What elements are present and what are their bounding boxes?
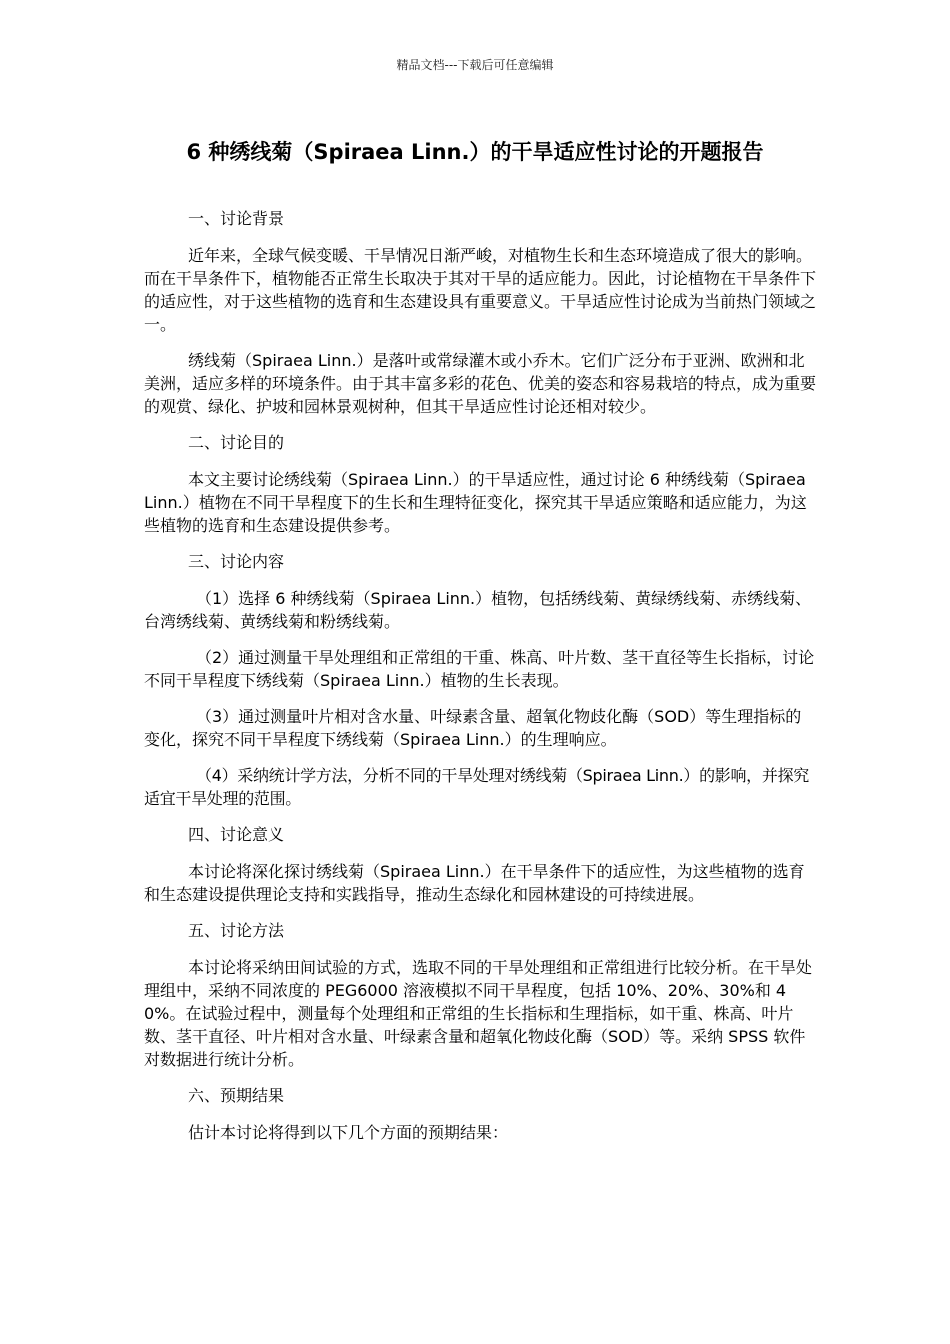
section-heading-method: 五、讨论方法: [188, 921, 285, 940]
content-item-2: （2）通过测量干旱处理组和正常组的干重、株高、叶片数、茎干直径等生长指标，讨论不同干旱程度下绣线菊（Spiraea Linn.）植物的生长表现。: [144, 648, 815, 690]
paragraph-background-1: 近年来，全球气候变暖、干旱情况日渐严峻，对植物生长和生态环境造成了很大的影响。而在干旱条件下，植物能否正常生长取决于其对干旱的适应能力。因此，讨论植物在干旱条件下的适应性，对于这些植物的选育和生态建设具有重要意义。干旱适应性讨论成为当前热门领域之一。: [144, 246, 817, 334]
section-heading-significance: 四、讨论意义: [188, 825, 285, 844]
section-heading-content: 三、讨论内容: [188, 552, 285, 571]
paragraph-method-1: 本讨论将采纳田间试验的方式，选取不同的干旱处理组和正常组进行比较分析。在干旱处理组中，采纳不同浓度的 PEG6000 溶液模拟不同干旱程度，包括 10%、20%、30%和 40%。在试验过程中，测量每个处理组和正常组的生长指标和生理指标，如干重、株高、叶片数、茎干直径、叶片相对含水量、叶绿素含量和超氧化物歧化酶（SOD）等。采纳 SPSS 软件对数据进行统计分析。: [144, 958, 813, 1069]
section-heading-purpose: 二、讨论目的: [188, 433, 285, 452]
document-body: [144, 207, 816, 1157]
paragraph-significance-1: 本讨论将深化探讨绣线菊（Spiraea Linn.）在干旱条件下的适应性，为这些植物的选育和生态建设提供理论支持和实践指导，推动生态绿化和园林建设的可持续进展。: [144, 862, 805, 904]
document-title: 6 种绣线菊（Spiraea Linn.）的干旱适应性讨论的开题报告: [186, 140, 764, 164]
paragraph-purpose-1: 本文主要讨论绣线菊（Spiraea Linn.）的干旱适应性，通过讨论 6 种绣线菊（Spiraea Linn.）植物在不同干旱程度下的生长和生理特征变化，探究其干旱适应策略和适应能力，为这些植物的选育和生态建设提供参考。: [144, 470, 807, 535]
section-heading-background: 一、讨论背景: [188, 209, 285, 228]
section-heading-results: 六、预期结果: [188, 1086, 285, 1105]
content-item-1: （1）选择 6 种绣线菊（Spiraea Linn.）植物，包括绣线菊、黄绿绣线菊、赤绣线菊、台湾绣线菊、黄绣线菊和粉绣线菊。: [144, 589, 812, 631]
content-item-4: （4）采纳统计学方法，分析不同的干旱处理对绣线菊（Spiraea Linn.）的影响，并探究适宜干旱处理的范围。: [144, 766, 809, 808]
content-item-3: （3）通过测量叶片相对含水量、叶绿素含量、超氧化物歧化酶（SOD）等生理指标的变化，探究不同干旱程度下绣线菊（Spiraea Linn.）的生理响应。: [144, 707, 802, 749]
paragraph-results-1: 估计本讨论将得到以下几个方面的预期结果：: [188, 1123, 509, 1142]
page-header-note: 精品文档---下载后可任意编辑: [396, 58, 554, 72]
paragraph-background-2: 绣线菊（Spiraea Linn.）是落叶或常绿灌木或小乔木。它们广泛分布于亚洲、欧洲和北美洲，适应多样的环境条件。由于其丰富多彩的花色、优美的姿态和容易栽培的特点，成为重要的观赏、绿化、护坡和园林景观树种，但其干旱适应性讨论还相对较少。: [144, 351, 817, 416]
